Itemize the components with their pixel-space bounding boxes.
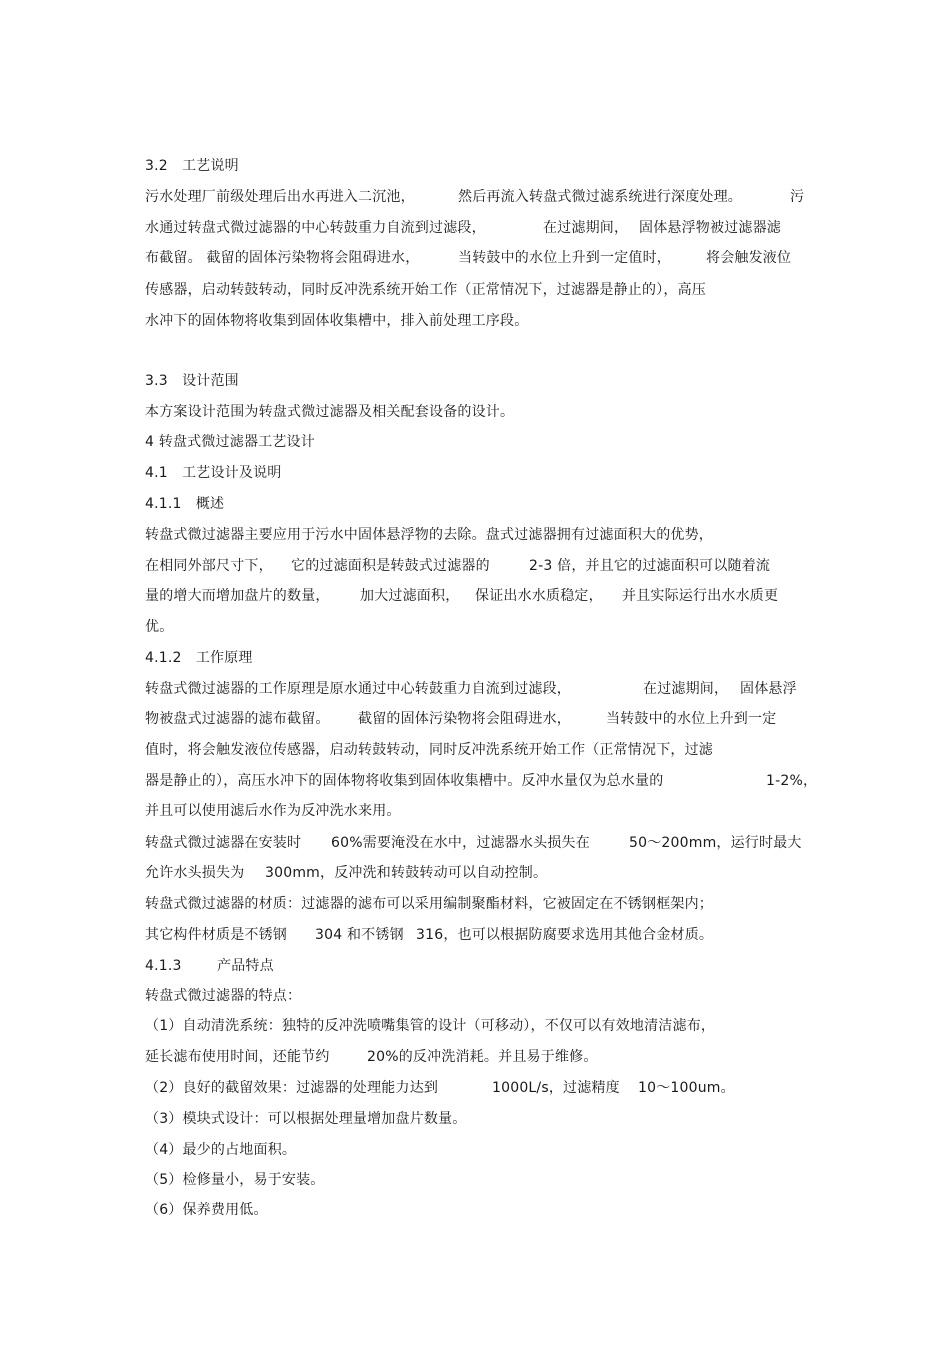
text-span: （2）良好的截留效果：过滤器的处理能力达到 xyxy=(145,1080,439,1096)
paragraph-line: 转盘式微过滤器的材质：过滤器的滤布可以采用编制聚酯材料，它被固定在不锈钢框架内； xyxy=(145,896,713,912)
text-span: 2-3 倍，并且它的过滤面积可以随着流 xyxy=(529,558,771,574)
text-span: 截留的固体污染物将会阻碍进水， xyxy=(358,711,571,727)
section-heading-3-3: 3.3 设计范围 xyxy=(145,373,239,389)
text-span: 允许水头损失为 xyxy=(145,865,245,881)
feature-item-3: （3）模块式设计：可以根据处理量增加盘片数量。 xyxy=(145,1111,467,1127)
text-span: 器是静止的），高压水冲下的固体物将收集到固体收集槽中。反冲水量仅为总水量的 xyxy=(145,773,664,789)
paragraph-line: 水冲下的固体物将收集到固体收集槽中，排入前处理工序段。 xyxy=(145,313,529,329)
text-span: 10～100um。 xyxy=(638,1080,735,1096)
section-heading-3-2: 3.2 工艺说明 xyxy=(145,158,239,174)
text-span: 将会触发液位 xyxy=(706,250,792,266)
text-span: 延长滤布使用时间，还能节约 xyxy=(145,1049,330,1065)
text-span: 污水处理厂前级处理后出水再进入二沉池， xyxy=(145,189,415,205)
text-span: 在过滤期间， xyxy=(543,220,629,236)
text-span: 60%需要淹没在水中，过滤器水头损失在 xyxy=(331,835,590,851)
paragraph-line: 转盘式微过滤器主要应用于污水中固体悬浮物的去除。盘式过滤器拥有过滤面积大的优势， xyxy=(145,527,713,543)
text-span: 1-2%， xyxy=(766,773,818,789)
text-span: 固体悬浮 xyxy=(740,681,797,697)
text-span: 在过滤期间， xyxy=(643,681,729,697)
section-number: 4.1.3 xyxy=(145,958,182,974)
section-heading-4: 4 转盘式微过滤器工艺设计 xyxy=(145,434,315,450)
section-heading-4-1-1: 4.1.1 概述 xyxy=(145,496,225,512)
paragraph-line: 并且可以使用滤后水作为反冲洗水来用。 xyxy=(145,803,401,819)
text-span: 316，也可以根据防腐要求选用其他合金材质。 xyxy=(416,927,714,943)
text-span: 并且实际运行出水水质更 xyxy=(622,588,779,604)
section-heading-4-1: 4.1 工艺设计及说明 xyxy=(145,465,282,481)
text-span: 污 xyxy=(790,189,805,205)
text-span: 固体悬浮物被过滤器滤 xyxy=(639,220,781,236)
text-span: 当转鼓中的水位上升到一定 xyxy=(606,711,777,727)
paragraph-line: 值时，将会触发液位传感器，启动转鼓转动，同时反冲洗系统开始工作（正常情况下，过滤 xyxy=(145,742,713,758)
text-span: 50～200mm，运行时最大 xyxy=(629,835,802,851)
text-span: 物被盘式过滤器的滤布截留。 xyxy=(145,711,330,727)
text-span: 它的过滤面积是转鼓式过滤器的 xyxy=(291,558,490,574)
text-span: 当转鼓中的水位上升到一定值时， xyxy=(458,250,671,266)
feature-item-6: （6）保养费用低。 xyxy=(145,1202,268,1218)
feature-item-1: （1）自动清洗系统：独特的反冲洗喷嘴集管的设计（可移动），不仅可以有效地清洁滤布， xyxy=(145,1018,716,1034)
paragraph-line: 转盘式微过滤器的特点： xyxy=(145,988,302,1004)
text-span: 304 和不锈钢 xyxy=(315,927,404,943)
section-heading-4-1-2: 4.1.2 工作原理 xyxy=(145,650,253,666)
text-span: 水通过转盘式微过滤器的中心转鼓重力自流到过滤段， xyxy=(145,220,486,236)
text-span: 20%的反冲洗消耗。并且易于维修。 xyxy=(367,1049,598,1065)
paragraph-line: 本方案设计范围为转盘式微过滤器及相关配套设备的设计。 xyxy=(145,404,515,420)
text-span: 在相同外部尺寸下， xyxy=(145,558,273,574)
text-span: 布截留。 截留的固体污染物将会阻碍进水， xyxy=(145,250,420,266)
text-span: 然后再流入转盘式微过滤系统进行深度处理。 xyxy=(458,189,742,205)
text-span: 转盘式微过滤器的工作原理是原水通过中心转鼓重力自流到过滤段， xyxy=(145,681,571,697)
text-span: 加大过滤面积， xyxy=(360,588,460,604)
text-span: 转盘式微过滤器在安装时 xyxy=(145,835,302,851)
text-span: 其它构件材质是不锈钢 xyxy=(145,927,287,943)
text-span: 保证出水水质稳定， xyxy=(475,588,603,604)
paragraph-line: 传感器，启动转鼓转动，同时反冲洗系统开始工作（正常情况下，过滤器是静止的），高压 xyxy=(145,282,706,298)
text-span: 1000L/s，过滤精度 xyxy=(492,1080,620,1096)
section-title: 产品特点 xyxy=(217,958,274,974)
text-span: 量的增大而增加盘片的数量， xyxy=(145,588,330,604)
text-span: 300mm，反冲洗和转鼓转动可以自动控制。 xyxy=(265,865,548,881)
feature-item-5: （5）检修量小，易于安装。 xyxy=(145,1172,325,1188)
paragraph-line: 优。 xyxy=(145,619,174,635)
feature-item-4: （4）最少的占地面积。 xyxy=(145,1142,297,1158)
